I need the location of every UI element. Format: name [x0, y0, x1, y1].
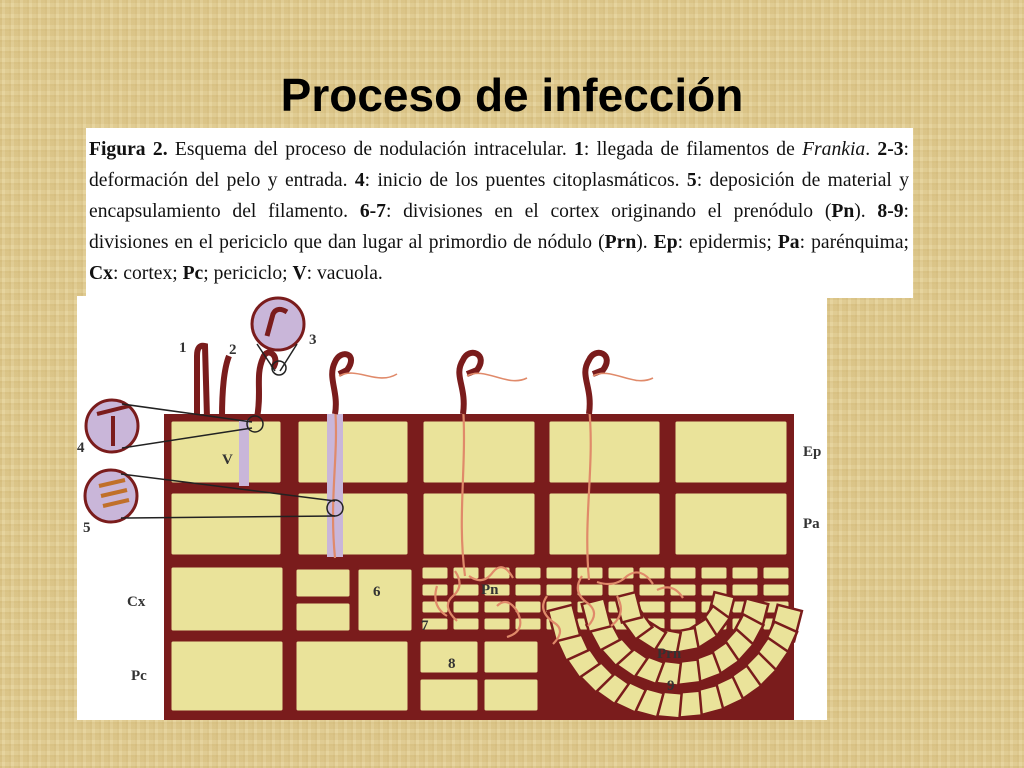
layer-label-pa: Pa — [803, 516, 820, 532]
cortex-cell — [170, 566, 284, 632]
caption-abbrev: Cx — [89, 263, 113, 284]
vacuole-label: V — [222, 452, 233, 468]
inset-5 — [85, 470, 137, 522]
pericycle-cell — [483, 640, 539, 674]
prenodule-cell — [514, 583, 542, 597]
caption-text: ). — [636, 232, 654, 253]
root-hair-4 — [332, 354, 351, 414]
layer-label-cx: Cx — [127, 594, 146, 610]
root-hair-1 — [197, 346, 207, 418]
prenodule-cell — [638, 583, 666, 597]
caption-abbrev: Pn — [831, 201, 855, 222]
root-hair-2 — [222, 356, 229, 418]
inset-3 — [252, 298, 304, 350]
figure-label: Figura 2. — [89, 139, 168, 160]
prenodule-cell — [421, 566, 449, 580]
nodulation-diagram — [77, 296, 827, 720]
stage-number-2: 2 — [229, 342, 237, 358]
caption-text: : epidermis; — [677, 232, 778, 253]
caption-text: : deposición de material y encapsulamiento del filamento. — [89, 170, 909, 222]
caption-abbrev: Pa — [777, 232, 800, 253]
stage-number-6: 6 — [373, 584, 381, 600]
epidermis-cell — [674, 420, 788, 484]
nodulation-diagram-svg — [77, 296, 827, 720]
caption-genus: Frankia — [802, 139, 866, 160]
parenchyma-cell — [170, 492, 282, 556]
caption-number: 4 — [354, 170, 365, 191]
root-hair-3 — [257, 353, 275, 418]
caption-text: : parénquima; — [799, 232, 910, 253]
caption-text: Esquema del proceso de nodulación intracelular. — [167, 139, 575, 160]
caption-text: : cortex; — [112, 263, 183, 284]
stage-number-4: 4 — [77, 440, 85, 456]
prenodule-cell — [762, 583, 790, 597]
caption-number: 6-7 — [359, 201, 386, 222]
pericycle-cell — [419, 678, 479, 712]
stage-number-3: 3 — [309, 332, 317, 348]
epidermis-cell — [548, 420, 661, 484]
caption-text: : vacuola. — [306, 263, 383, 284]
prenodule-cell — [669, 600, 697, 614]
prenodule-cell — [669, 583, 697, 597]
layer-label-ep: Ep — [803, 444, 822, 460]
primordium-label: Prn — [657, 646, 682, 662]
layer-label-pc: Pc — [131, 668, 147, 684]
prenodule-cell — [669, 566, 697, 580]
root-hair-5 — [459, 353, 480, 414]
caption-text: : divisiones en el cortex originando el prenódulo ( — [385, 201, 832, 222]
parenchyma-cell — [297, 492, 409, 556]
stage-number-8: 8 — [448, 656, 456, 672]
cortex-cell — [295, 568, 351, 598]
pericycle-cell — [483, 678, 539, 712]
figure-caption — [86, 128, 913, 298]
caption-text: : llegada de filamentos de — [583, 139, 803, 160]
prenodule-cell — [545, 566, 573, 580]
caption-number: 2-3 — [877, 139, 904, 160]
prenodule-cell — [731, 583, 759, 597]
cortex-cell — [357, 568, 413, 632]
caption-text: : deformación del pelo y entrada. — [89, 139, 909, 191]
parenchyma-cell — [548, 492, 661, 556]
pericycle-cell — [170, 640, 284, 712]
caption-text: . — [865, 139, 878, 160]
parenchyma-cell — [422, 492, 536, 556]
prenodule-cell — [452, 583, 480, 597]
prenodule-cell — [452, 600, 480, 614]
prenodule-label: Pn — [481, 582, 499, 598]
parenchyma-cell — [674, 492, 788, 556]
epidermis-cell — [422, 420, 536, 484]
caption-text: ; periciclo; — [203, 263, 293, 284]
prenodule-cell — [731, 566, 759, 580]
prenodule-cell — [545, 583, 573, 597]
caption-abbrev: Prn — [604, 232, 637, 253]
slide-title: Proceso de infección — [280, 69, 744, 121]
pericycle-cell — [295, 640, 409, 712]
caption-number: 5 — [686, 170, 697, 191]
stage-number-1: 1 — [179, 340, 187, 356]
caption-text: : inicio de los puentes citoplasmáticos. — [364, 170, 687, 191]
prenodule-cell — [483, 617, 511, 631]
frankia-filaments — [339, 373, 653, 381]
caption-text: : divisiones en el periciclo que dan lugar al primordio de nódulo ( — [89, 201, 909, 253]
stage-number-7: 7 — [421, 618, 429, 634]
caption-text: ). — [854, 201, 878, 222]
prenodule-cell — [514, 566, 542, 580]
caption-abbrev: Pc — [182, 263, 204, 284]
prenodule-cell — [762, 566, 790, 580]
caption-number: 1 — [574, 139, 584, 160]
cortex-cell — [295, 602, 351, 632]
epidermis-cell — [297, 420, 409, 484]
cell-grid — [170, 420, 802, 718]
caption-abbrev: Ep — [653, 232, 678, 253]
stage-number-9: 9 — [667, 678, 675, 694]
prenodule-cell — [700, 566, 728, 580]
caption-number: 8-9 — [877, 201, 904, 222]
stage-number-5: 5 — [83, 520, 91, 536]
caption-abbrev: V — [292, 263, 307, 284]
root-hair-6 — [585, 353, 606, 414]
